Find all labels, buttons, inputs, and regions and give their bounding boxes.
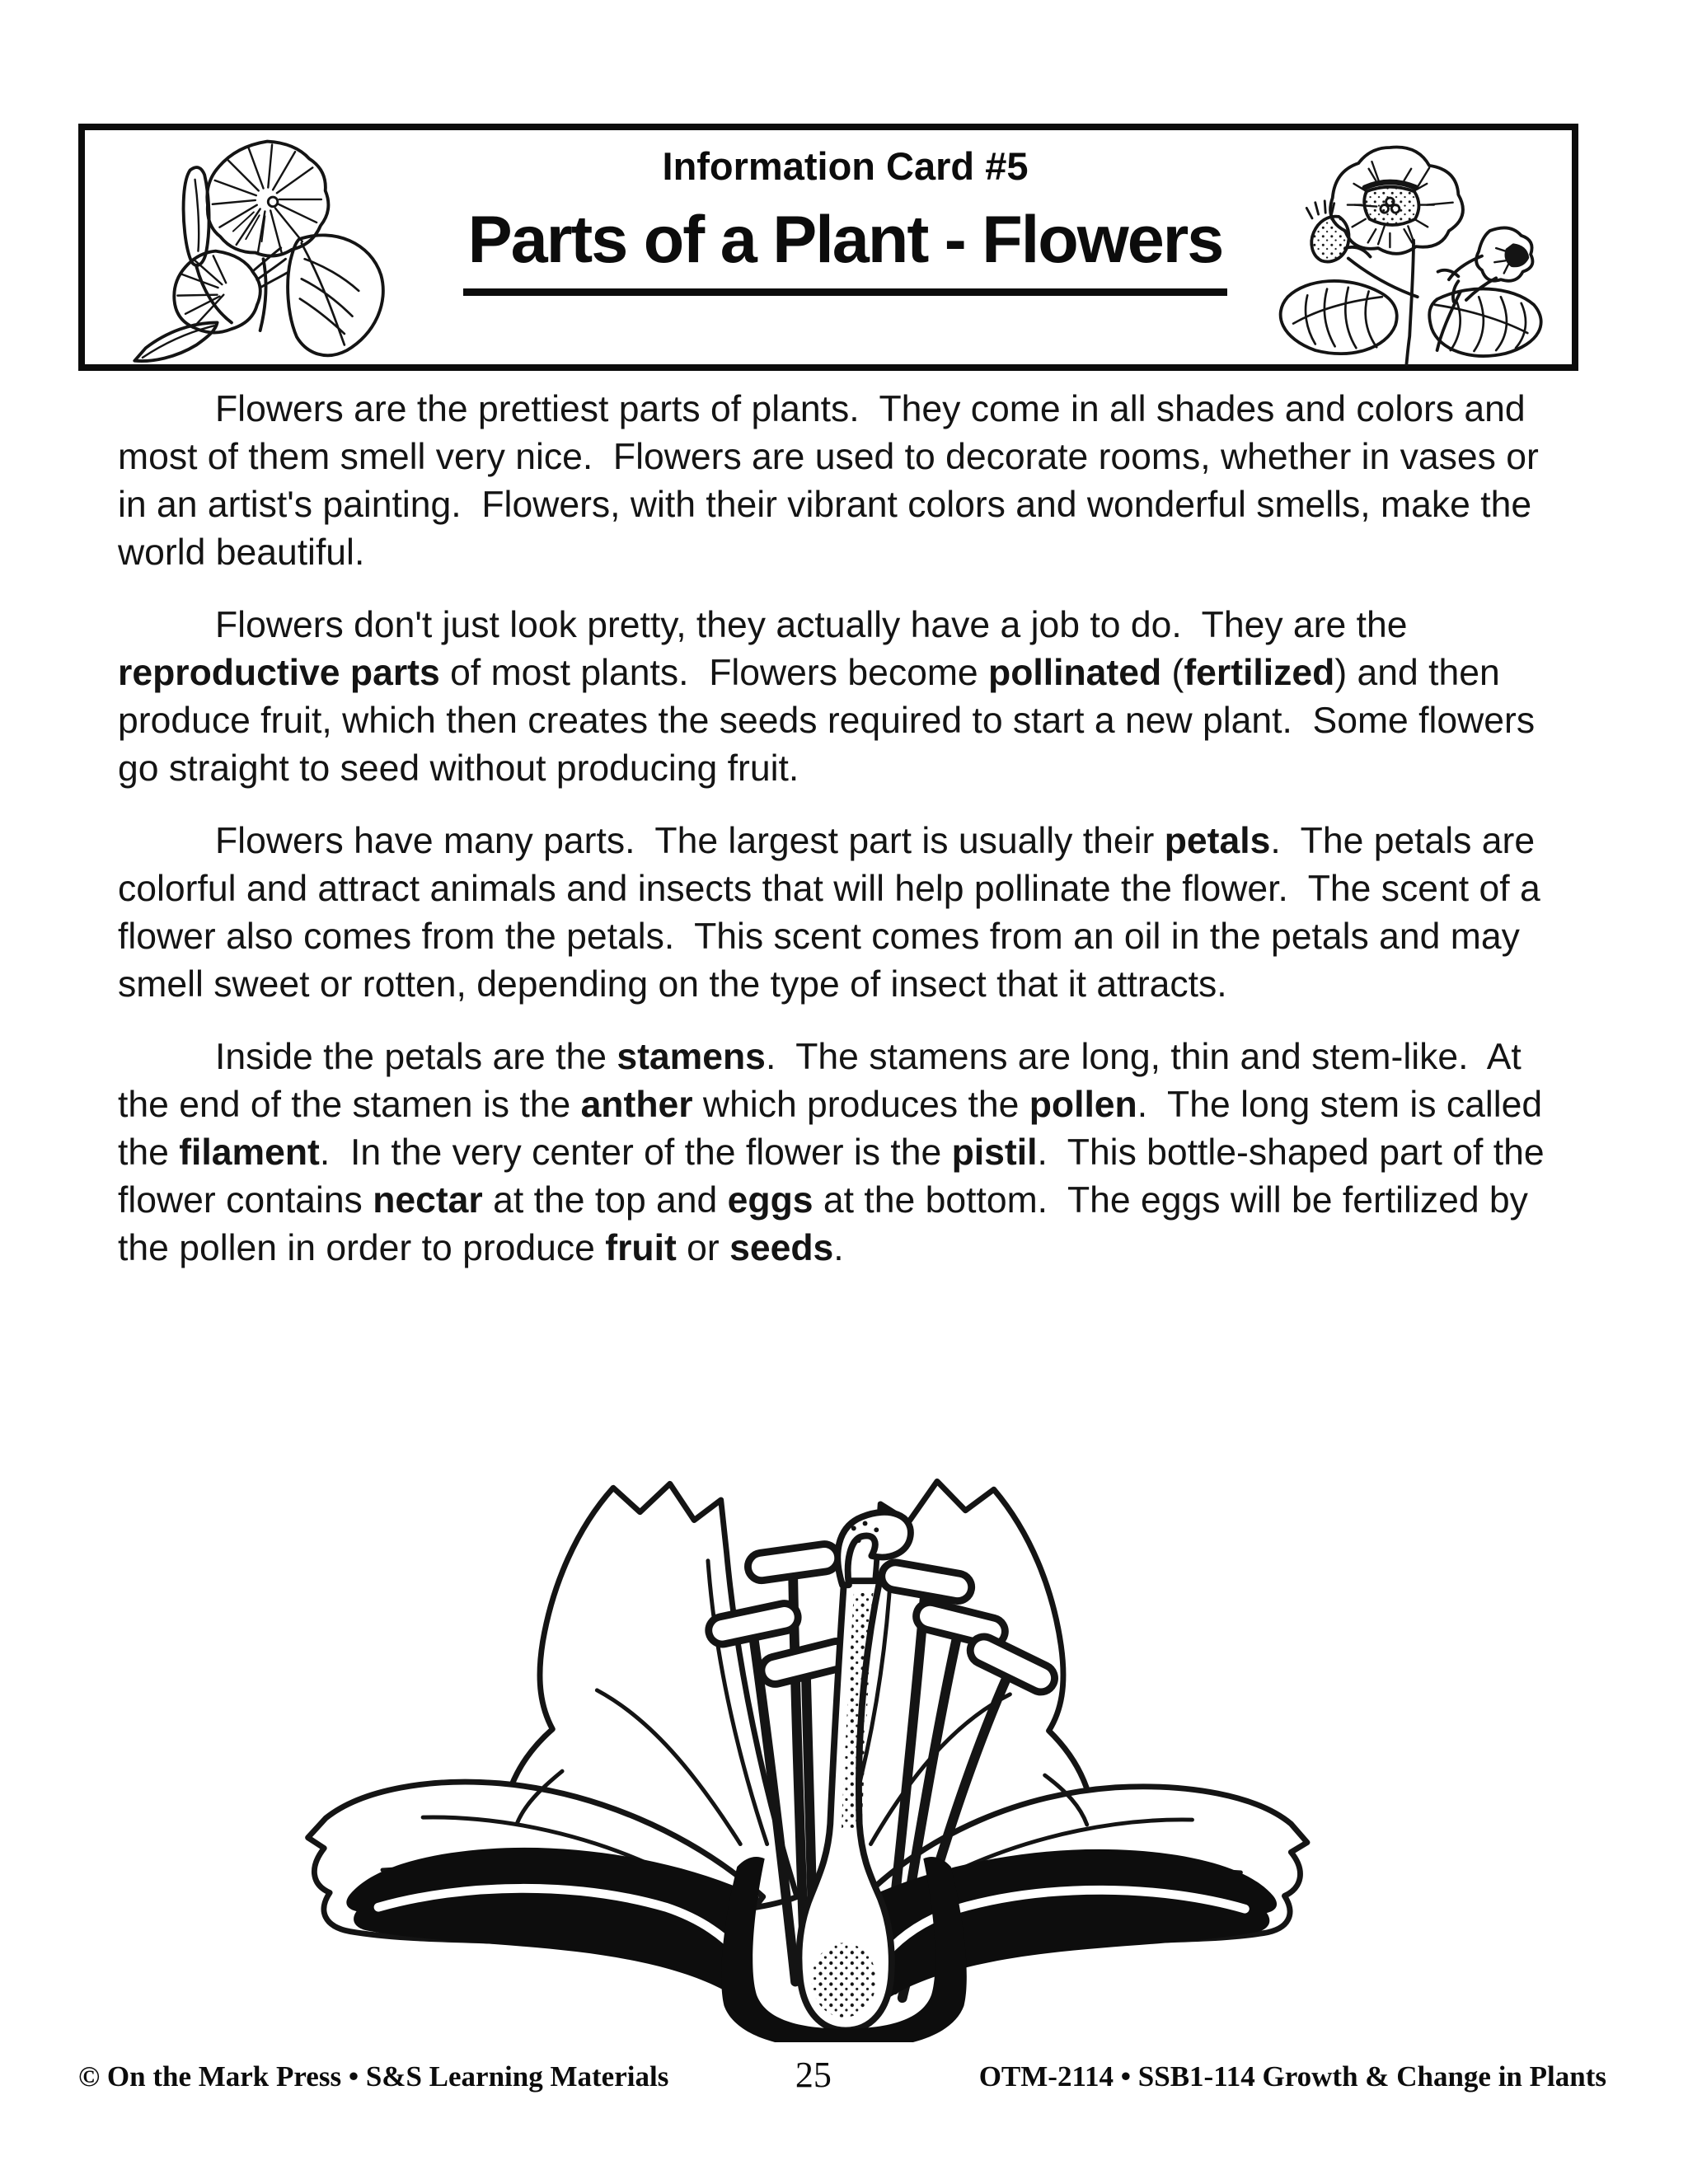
paragraph-1: Flowers are the prettiest parts of plants. They come in all shades and colors and most of them smell very nice. Flowers are used to decorate rooms, whether in vases or in an artist's painting. Flowers, with their vibrant colors and wonderful smells, make the world beautiful.: [118, 389, 1550, 573]
header-card: [78, 124, 1578, 371]
copyright-text: © On the Mark Press • S&S Learning Materials: [78, 2060, 669, 2093]
paragraph-3: Flowers have many parts. The largest part is usually their petals. The petals are colorful and attract animals and insects that will help pollinate the flower. The scent of a flower also comes from the petals. This scent comes from an oil in the petals and may smell sweet or rotten, depending on the type of insect that it attracts.: [118, 821, 1551, 1005]
flower-cross-section-diagram: [196, 1419, 1492, 2042]
article-body: [118, 386, 1568, 1297]
header-titles: [430, 130, 1260, 364]
morning-glory-illustration: [96, 132, 430, 370]
page-title: Parts of a Plant - Flowers: [463, 202, 1228, 296]
gloxinia-illustration: [1260, 130, 1567, 366]
page-number: 25: [795, 2055, 832, 2095]
card-number-label: Information Card #5: [662, 144, 1029, 188]
catalog-text: OTM-2114 • SSB1-114 Growth & Change in Plants: [978, 2060, 1606, 2093]
paragraph-2: Flowers don't just look pretty, they actually have a job to do. They are the reproductive parts of most plants. Flowers become pollinated (fertilized) and then produce fruit, which then creates the seeds required to start a new plant. Some flowers go straight to seed without producing fruit.: [118, 605, 1545, 789]
page-footer: [78, 2054, 1610, 2103]
paragraph-4: Inside the petals are the stamens. The stamens are long, thin and stem-like. At the end of the stamen is the anther which produces the pollen. The long stem is called the filament. In the very center of the flower is the pistil. This bottle-shaped part of the flower contains nectar at the top and eggs at the bottom. The eggs will be fertilized by the pollen in order to produce fruit or seeds.: [118, 1037, 1554, 1268]
